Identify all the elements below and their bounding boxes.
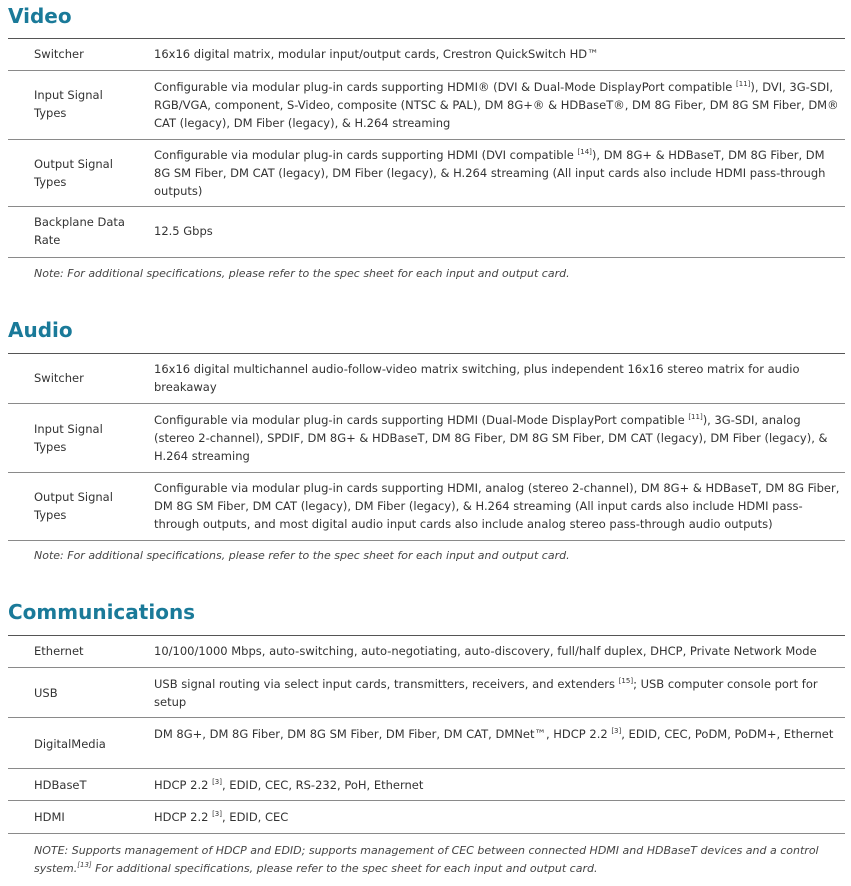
section-note: Note: For additional specifications, please refer to the spec sheet for each input and output card. <box>34 267 570 280</box>
section-heading-video: Video <box>8 4 72 28</box>
row-value: Configurable via modular plug-in cards supporting HDMI (DVI compatible [14]), DM 8G+ & HDBaseT, DM 8G Fiber, DM 8G SM Fiber, DM CAT (legacy), DM Fiber (legacy), & H.264 streaming (All input cards also include HDMI pass-through outputs) <box>154 148 826 198</box>
row-value: 10/100/1000 Mbps, auto-switching, auto-negotiating, auto-discovery, full/half duplex, DHCP, Private Network Mode <box>154 644 817 658</box>
row-label: HDMI <box>34 810 65 824</box>
footnote-ref[interactable]: [13] <box>77 861 92 869</box>
row-value: 16x16 digital matrix, modular input/output cards, Crestron QuickSwitch HD™ <box>154 47 599 61</box>
row-value: HDCP 2.2 [3], EDID, CEC, RS-232, PoH, Ethernet <box>154 778 424 792</box>
row-label: Output Signal Types <box>34 157 113 189</box>
table-row <box>8 404 845 473</box>
row-value: Configurable via modular plug-in cards supporting HDMI® (DVI & Dual-Mode DisplayPort compatible [11]), DVI, 3G-SDI, RGB/VGA, component, S-Video, composite (NTSC & PAL), DM 8G+® & HDBaseT®, DM 8G Fiber, DM 8G SM Fiber, DM® CAT (legacy), DM Fiber (legacy), & H.264 streaming <box>154 80 839 130</box>
row-label: Backplane Data Rate <box>34 215 125 247</box>
row-label: DigitalMedia <box>34 737 106 751</box>
row-label: Ethernet <box>34 644 84 658</box>
footnote-ref[interactable]: [3] <box>212 778 222 786</box>
footnote-ref[interactable]: [11] <box>736 80 751 88</box>
section-heading-communications: Communications <box>8 600 196 624</box>
table-row <box>8 668 845 718</box>
table-row <box>8 353 845 404</box>
row-value: DM 8G+, DM 8G Fiber, DM 8G SM Fiber, DM Fiber, DM CAT, DMNet™, HDCP 2.2 [3], EDID, CEC, PoDM, PoDM+, Ethernet <box>154 727 834 741</box>
section-note: Note: For additional specifications, please refer to the spec sheet for each input and output card. <box>34 549 570 562</box>
footnote-ref[interactable]: [11] <box>688 413 703 421</box>
row-label: Switcher <box>34 371 84 385</box>
row-value: 12.5 Gbps <box>154 224 213 238</box>
footnote-ref[interactable]: [3] <box>212 810 222 818</box>
row-label: Output Signal Types <box>34 490 113 522</box>
table-row <box>8 769 845 801</box>
table-row <box>8 801 845 834</box>
section-heading-audio: Audio <box>8 318 73 342</box>
table-row <box>8 71 845 140</box>
row-label: HDBaseT <box>34 778 87 792</box>
table-row <box>8 140 845 207</box>
footnote-ref[interactable]: [3] <box>611 727 622 735</box>
row-label: USB <box>34 686 58 700</box>
section-note: NOTE: Supports management of HDCP and EDID; supports management of CEC between connected HDMI and HDBaseT devices and a control system.[13] For additional specifications, please refer to the spec sheet for each input and output card. <box>34 844 819 875</box>
row-value: Configurable via modular plug-in cards supporting HDMI (Dual-Mode DisplayPort compatible [11]), 3G-SDI, analog (stereo 2-channel), SPDIF, DM 8G+ & HDBaseT, DM 8G Fiber, DM 8G SM Fiber, DM CAT (legacy), DM Fiber (legacy), & H.264 streaming <box>154 413 828 463</box>
row-value: 16x16 digital multichannel audio-follow-video matrix switching, plus independent 16x16 stereo matrix for audio breakaway <box>154 362 800 394</box>
table-row <box>8 718 845 769</box>
row-label: Switcher <box>34 47 84 61</box>
row-value: Configurable via modular plug-in cards supporting HDMI, analog (stereo 2-channel), DM 8G+ & HDBaseT, DM 8G Fiber, DM 8G SM Fiber, DM CAT (legacy), DM Fiber (legacy), & H.264 streaming (All input cards also include HDMI pass-through outputs, and most digital audio input cards also include analog stereo pass-through audio outputs) <box>154 481 840 531</box>
table-row <box>8 207 845 258</box>
table-row <box>8 38 845 71</box>
row-label: Input Signal Types <box>34 88 103 120</box>
table-row <box>8 473 845 541</box>
footnote-ref[interactable]: [14] <box>577 148 592 156</box>
table-row <box>8 635 845 668</box>
row-label: Input Signal Types <box>34 422 103 454</box>
row-value: HDCP 2.2 [3], EDID, CEC <box>154 810 289 824</box>
footnote-ref[interactable]: [15] <box>618 677 634 685</box>
row-value: USB signal routing via select input cards, transmitters, receivers, and extenders [15]; USB computer console port for setup <box>154 677 818 709</box>
